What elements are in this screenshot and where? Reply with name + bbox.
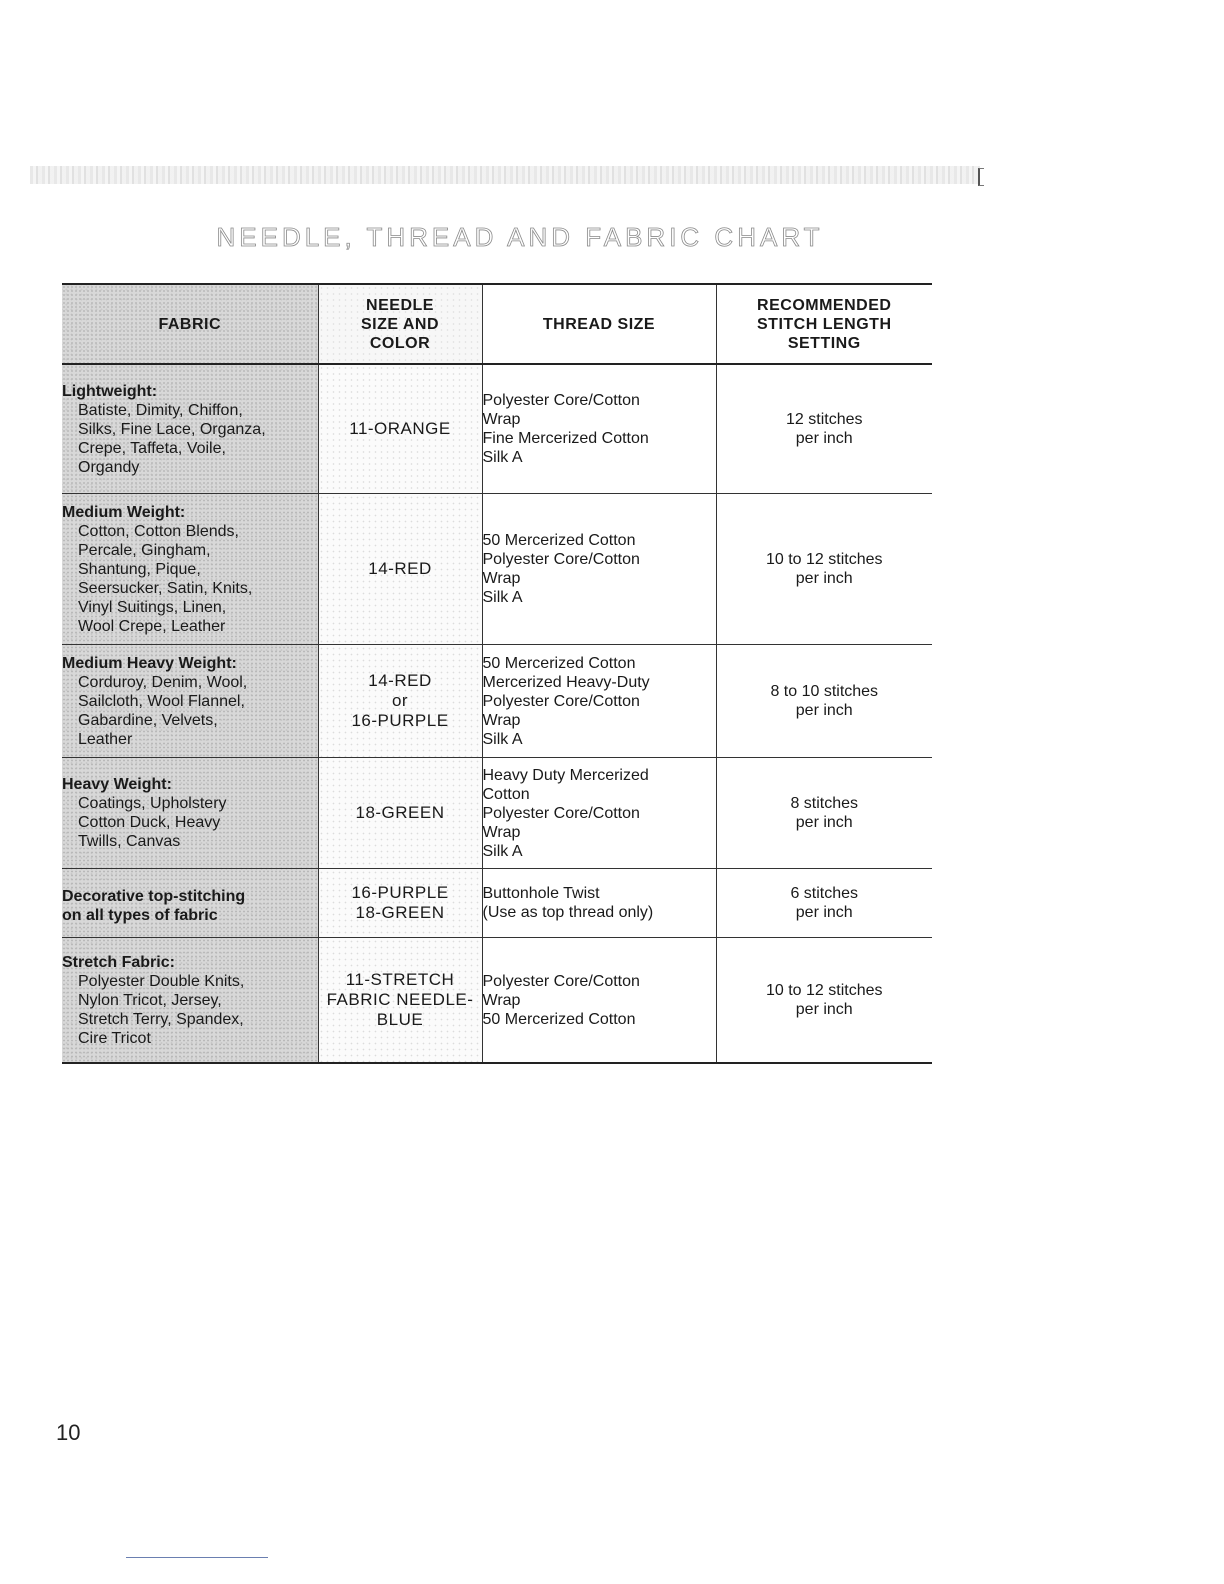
fabric-item: Corduroy, Denim, Wool, bbox=[78, 673, 248, 691]
stitch-unit: per inch bbox=[795, 702, 853, 719]
fabric-cell bbox=[62, 938, 318, 1064]
fabric-item: Vinyl Suitings, Linen, bbox=[78, 598, 227, 616]
thread-item: 50 Mercerized Cotton bbox=[482, 1010, 636, 1028]
table-row bbox=[62, 869, 932, 938]
fabric-category-line-2: on all types of fabric bbox=[62, 907, 218, 924]
top-decorative-band bbox=[30, 166, 980, 184]
stitch-value: 6 stitches bbox=[790, 885, 859, 902]
fabric-item: Wool Crepe, Leather bbox=[78, 617, 226, 635]
fabric-category: Medium Heavy Weight: bbox=[62, 654, 237, 672]
fabric-item: Cotton Duck, Heavy bbox=[78, 814, 221, 831]
table-row bbox=[62, 494, 932, 645]
thread-item: Fine Mercerized Cotton bbox=[482, 430, 649, 447]
fabric-item: Leather bbox=[78, 730, 133, 748]
fabric-item: Coatings, Upholstery bbox=[78, 795, 227, 812]
stitch-unit: per inch bbox=[795, 430, 853, 447]
thread-item: Polyester Core/Cotton bbox=[482, 804, 640, 822]
needle-value: BLUE bbox=[376, 1010, 424, 1029]
thread-item: Wrap bbox=[482, 991, 521, 1009]
needle-cell bbox=[318, 938, 482, 1064]
stitch-value: 8 stitches bbox=[790, 795, 859, 812]
fabric-category: Heavy Weight: bbox=[62, 776, 172, 793]
thread-item: Buttonhole Twist bbox=[482, 885, 600, 902]
stitch-cell bbox=[716, 494, 932, 645]
fabric-item: Crepe, Taffeta, Voile, bbox=[78, 439, 226, 457]
fabric-category: Lightweight: bbox=[62, 382, 158, 400]
thread-item: Polyester Core/Cotton bbox=[482, 392, 640, 409]
fabric-item: Batiste, Dimity, Chiffon, bbox=[78, 401, 243, 419]
thread-item: 50 Mercerized Cotton bbox=[482, 532, 636, 549]
header-stitch-line: RECOMMENDED bbox=[757, 296, 892, 314]
page-number: 10 bbox=[56, 1420, 81, 1445]
thread-cell bbox=[482, 758, 716, 869]
table-header-row bbox=[62, 284, 932, 364]
fabric-cell bbox=[62, 494, 318, 645]
fabric-item: Percale, Gingham, bbox=[78, 541, 211, 559]
stitch-value: 8 to 10 stitches bbox=[770, 683, 879, 700]
thread-item: Cotton bbox=[482, 785, 530, 803]
thread-cell bbox=[482, 364, 716, 494]
bottom-rule bbox=[126, 1557, 268, 1558]
stitch-cell bbox=[716, 938, 932, 1064]
thread-item: Wrap bbox=[482, 711, 521, 729]
needle-thread-fabric-table bbox=[62, 283, 932, 1064]
fabric-item: Sailcloth, Wool Flannel, bbox=[78, 692, 245, 710]
fabric-cell bbox=[62, 758, 318, 869]
thread-cell bbox=[482, 494, 716, 645]
needle-value: FABRIC NEEDLE- bbox=[326, 990, 474, 1009]
fabric-category: Stretch Fabric: bbox=[62, 953, 175, 971]
stitch-unit: per inch bbox=[795, 904, 853, 921]
fabric-item: Cotton, Cotton Blends, bbox=[78, 522, 239, 540]
thread-item: Mercerized Heavy-Duty bbox=[482, 673, 650, 691]
table-row bbox=[62, 938, 932, 1064]
header-stitch-line: SETTING bbox=[787, 334, 861, 352]
stitch-unit: per inch bbox=[795, 570, 853, 587]
thread-cell bbox=[482, 869, 716, 938]
header-needle-line: SIZE AND bbox=[360, 315, 440, 333]
needle-cell bbox=[318, 869, 482, 938]
needle-value: 14-RED bbox=[368, 559, 432, 578]
fabric-item: Shantung, Pique, bbox=[78, 560, 201, 578]
thread-item: Wrap bbox=[482, 570, 521, 587]
fabric-category: Decorative top-stitching bbox=[62, 888, 246, 905]
header-thread-label: THREAD SIZE bbox=[542, 315, 656, 333]
needle-value: 11-STRETCH bbox=[345, 970, 455, 989]
thread-item: Silk A bbox=[482, 730, 523, 748]
thread-item: Polyester Core/Cotton bbox=[482, 972, 640, 990]
thread-cell bbox=[482, 938, 716, 1064]
fabric-category: Medium Weight: bbox=[62, 503, 186, 521]
needle-value: 14-RED bbox=[368, 671, 432, 690]
needle-cell bbox=[318, 364, 482, 494]
fabric-item: Stretch Terry, Spandex, bbox=[78, 1010, 244, 1028]
header-thread bbox=[482, 284, 716, 364]
thread-item: Silk A bbox=[482, 589, 523, 606]
table-row bbox=[62, 364, 932, 494]
header-needle-line: NEEDLE bbox=[366, 296, 434, 314]
needle-value: 18-GREEN bbox=[355, 903, 445, 922]
needle-value: 11-ORANGE bbox=[349, 419, 451, 438]
stitch-unit: per inch bbox=[795, 1001, 853, 1018]
stitch-value: 12 stitches bbox=[786, 411, 863, 428]
stitch-unit: per inch bbox=[795, 814, 853, 831]
fabric-item: Polyester Double Knits, bbox=[78, 972, 245, 990]
fabric-item: Silks, Fine Lace, Organza, bbox=[78, 420, 266, 438]
header-needle bbox=[318, 284, 482, 364]
needle-value: 16-PURPLE bbox=[351, 711, 449, 730]
header-stitch-line: STITCH LENGTH bbox=[757, 315, 892, 333]
thread-item: 50 Mercerized Cotton bbox=[482, 654, 636, 672]
stitch-cell bbox=[716, 645, 932, 758]
fabric-item: Seersucker, Satin, Knits, bbox=[78, 579, 253, 597]
thread-item: (Use as top thread only) bbox=[482, 904, 654, 921]
thread-item: Heavy Duty Mercerized bbox=[482, 766, 649, 784]
fabric-item: Twills, Canvas bbox=[78, 833, 181, 850]
header-stitch bbox=[716, 284, 932, 364]
needle-cell bbox=[318, 645, 482, 758]
fabric-item: Nylon Tricot, Jersey, bbox=[78, 991, 222, 1009]
thread-cell bbox=[482, 645, 716, 758]
thread-item: Wrap bbox=[482, 823, 521, 841]
table-row bbox=[62, 758, 932, 869]
stitch-cell bbox=[716, 758, 932, 869]
fabric-cell bbox=[62, 364, 318, 494]
thread-item: Silk A bbox=[482, 842, 523, 860]
fabric-cell bbox=[62, 869, 318, 938]
needle-cell bbox=[318, 758, 482, 869]
fabric-cell bbox=[62, 645, 318, 758]
header-needle-line: COLOR bbox=[369, 334, 431, 352]
thread-item: Polyester Core/Cotton bbox=[482, 551, 640, 568]
needle-value: 16-PURPLE bbox=[351, 883, 449, 902]
header-fabric bbox=[62, 284, 318, 364]
table-row bbox=[62, 645, 932, 758]
needle-or: or bbox=[391, 691, 409, 710]
page-title: NEEDLE, THREAD AND FABRIC CHART bbox=[216, 222, 824, 252]
needle-value: 18-GREEN bbox=[355, 803, 445, 822]
needle-cell bbox=[318, 494, 482, 645]
thread-item: Polyester Core/Cotton bbox=[482, 692, 640, 710]
stitch-value: 10 to 12 stitches bbox=[765, 551, 883, 568]
fabric-item: Cire Tricot bbox=[78, 1029, 151, 1047]
top-band-bracket bbox=[978, 168, 984, 186]
fabric-item: Gabardine, Velvets, bbox=[78, 711, 218, 729]
fabric-item: Organdy bbox=[78, 458, 140, 476]
thread-item: Wrap bbox=[482, 411, 521, 428]
thread-item: Silk A bbox=[482, 449, 523, 466]
header-fabric-label: FABRIC bbox=[158, 315, 222, 333]
stitch-cell bbox=[716, 364, 932, 494]
stitch-cell bbox=[716, 869, 932, 938]
stitch-value: 10 to 12 stitches bbox=[765, 982, 883, 999]
